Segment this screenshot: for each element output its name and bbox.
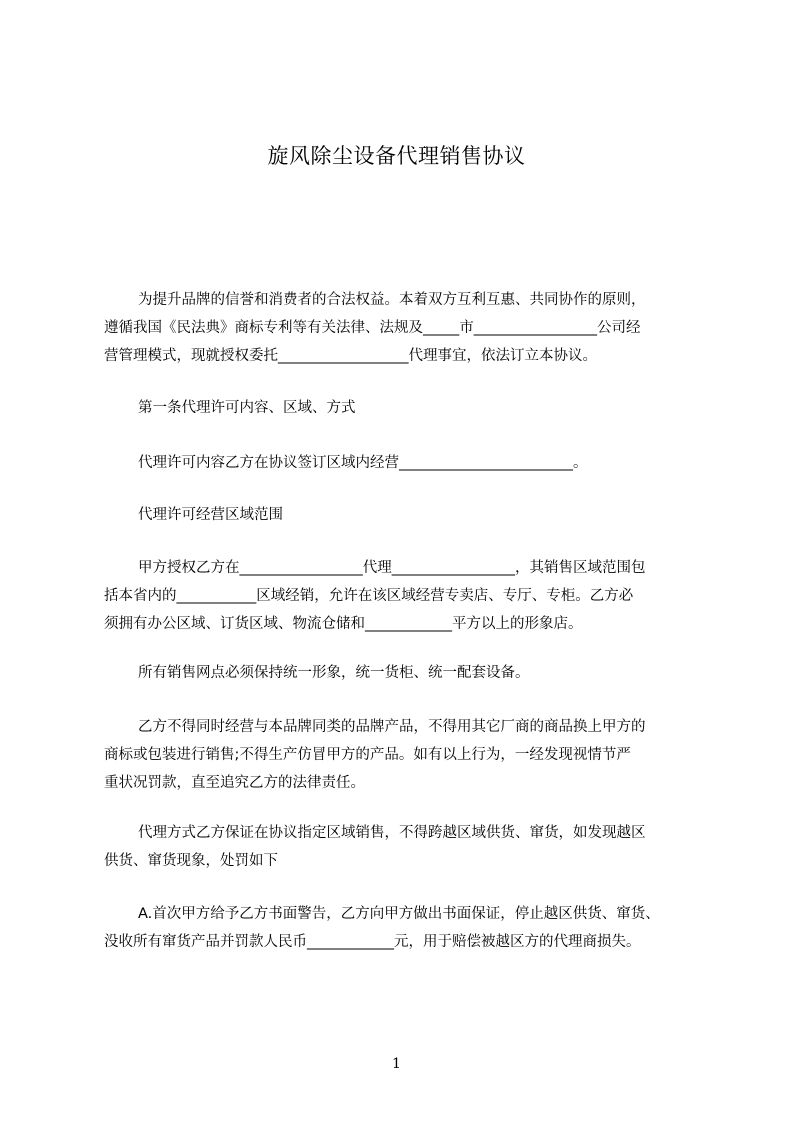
document-title: 旋风除尘设备代理销售协议 <box>267 144 526 168</box>
region-paragraph <box>104 554 702 638</box>
license-content-paragraph: 代理许可内容乙方在协议签订区域内经营________________________。 <box>138 455 588 471</box>
paragraph-line: 没收所有窜货产品并罚款人民币____________元，用于赔偿被越区方的代理商损失。 <box>104 934 641 950</box>
paragraph-line: 括本省内的___________区域经销，允许在该区域经营专卖店、专厅、专柜。乙方必 <box>104 588 634 604</box>
penalty-a-paragraph <box>104 900 702 956</box>
article1-heading: 第一条代理许可内容、区域、方式 <box>138 400 356 416</box>
paragraph-line: 商标或包装进行销售;不得生产仿冒甲方的产品。如有以上行为，一经发现视情节严 <box>104 747 631 763</box>
paragraph-line: 须拥有办公区域、订货区域、物流仓储和____________平方以上的形象店。 <box>104 616 583 632</box>
paragraph-line: A.首次甲方给予乙方书面警告，乙方向甲方做出书面保证，停止越区供货、窜货、 <box>138 906 660 922</box>
competition-paragraph <box>104 713 702 797</box>
paragraph-line: 代理方式乙方保证在协议指定区域销售，不得跨越区域供货、窜货，如发现越区 <box>138 825 646 841</box>
paragraph-line: 遵循我国《民法典》商标专利等有关法律、法规及_____市_________________公司经 <box>104 320 641 336</box>
image-rule-paragraph: 所有销售网点必须保持统一形象，统一货柜、统一配套设备。 <box>138 665 530 681</box>
paragraph-line: 重状况罚款，直至追究乙方的法律责任。 <box>104 775 365 791</box>
page-number: 1 <box>392 1056 401 1072</box>
method-paragraph <box>104 819 702 875</box>
region-heading: 代理许可经营区域范围 <box>138 507 283 523</box>
paragraph-line: 乙方不得同时经营与本品牌同类的品牌产品，不得用其它厂商的商品换上甲方的 <box>138 719 646 735</box>
paragraph-line: 为提升品牌的信誉和消费者的合法权益。本着双方互利互惠、共同协作的原则， <box>138 292 646 308</box>
paragraph-line: 供货、窜货现象，处罚如下 <box>104 853 278 869</box>
intro-paragraph <box>104 286 702 370</box>
paragraph-line: 甲方授权乙方在_________________代理_________________，其销售区域范围包 <box>138 560 646 576</box>
paragraph-line: 营管理模式，现就授权委托__________________代理事宜，依法订立本协议。 <box>104 348 597 364</box>
